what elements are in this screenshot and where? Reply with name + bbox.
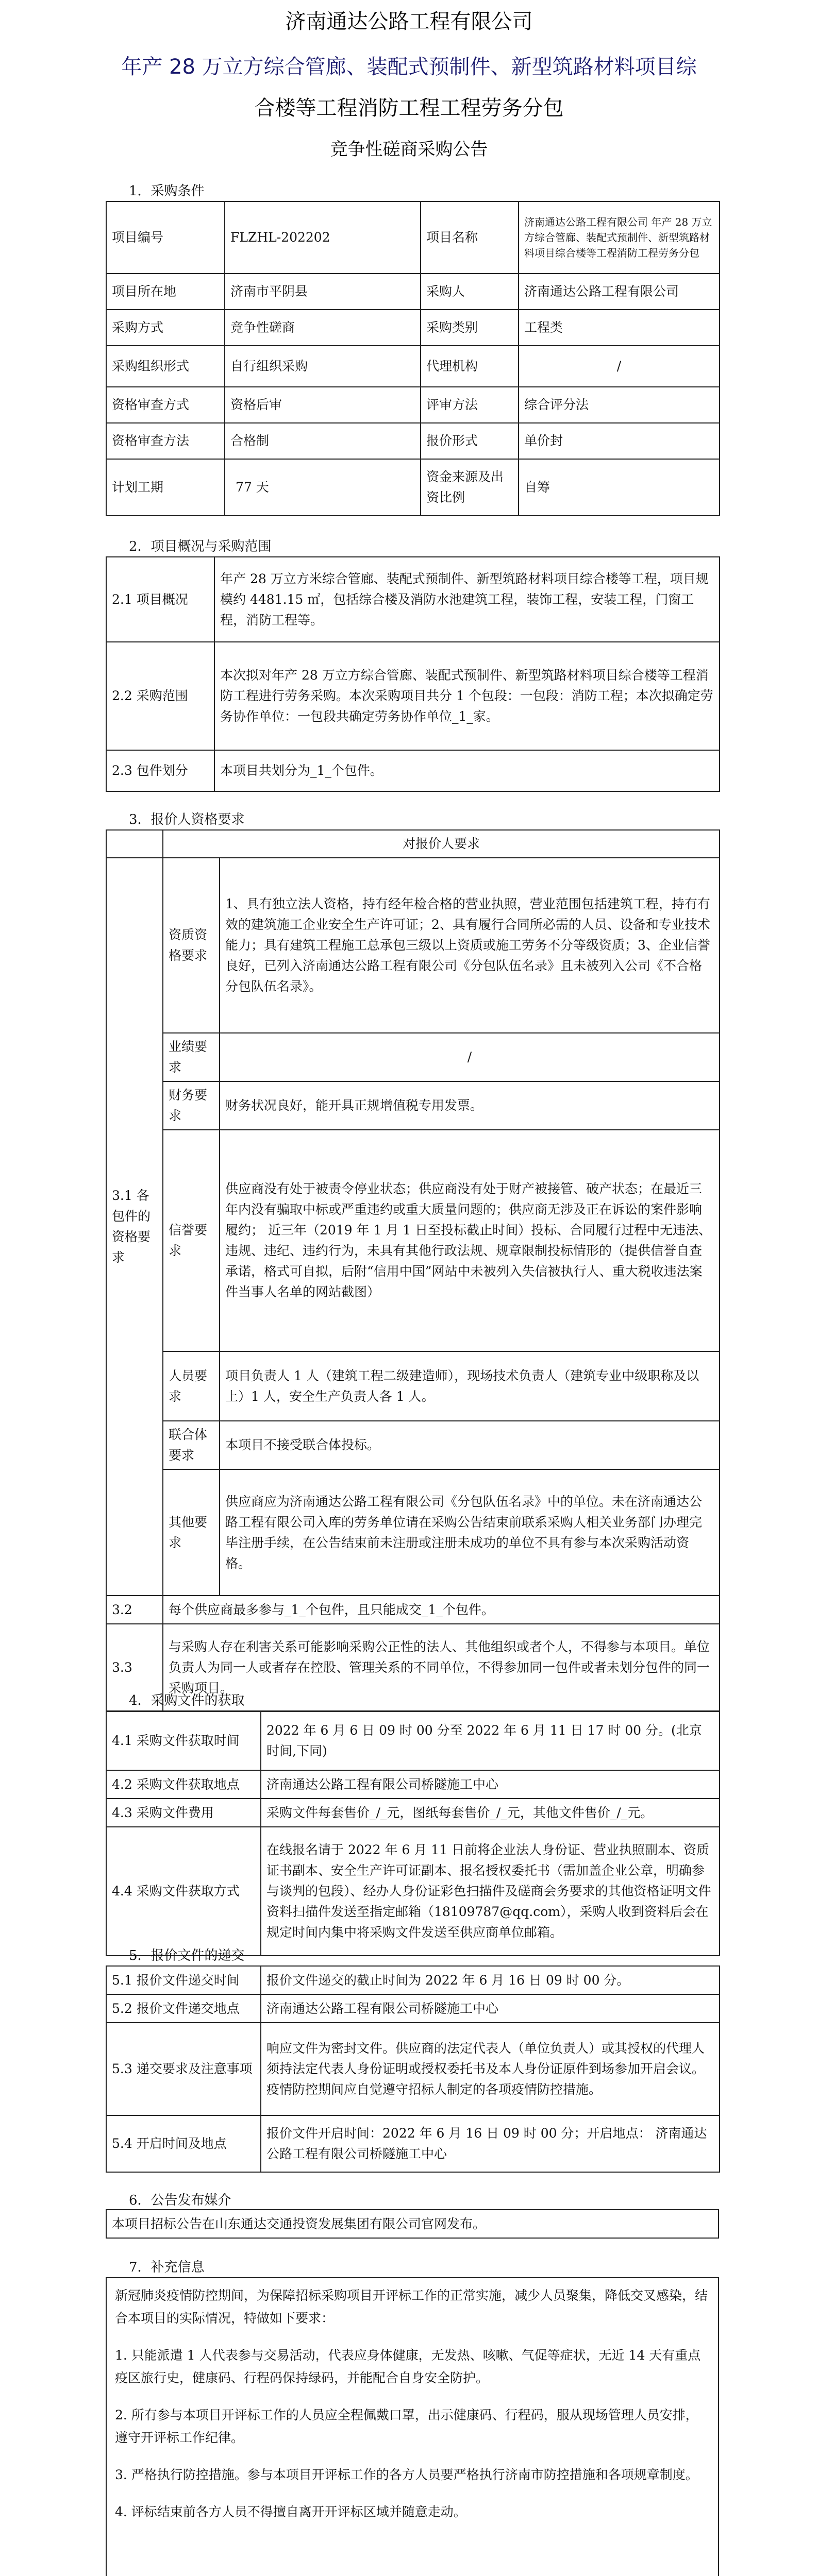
- cell: 响应文件为密封文件。供应商的法定代表人（单位负责人）或其授权的代理人须持法定代表人身份证明或授权委托书及本人身份证原件到场参加开启会议。疫情防控期间应自觉遵守招标人制定的各项疫情防控措施。: [261, 2023, 720, 2115]
- cell: 济南通达公路工程有限公司: [519, 274, 720, 310]
- cell: 评审方法: [421, 387, 519, 423]
- table-row: [106, 1994, 720, 2023]
- paragraph: 1. 只能派遣 1 人代表参与交易活动，代表应身体健康，无发热、咳嗽、气促等症状，无近 14 天有重点疫区旅行史，健康码、行程码保持绿码，并能配合自身安全防护。: [115, 2348, 701, 2385]
- cell: 信誉要求: [163, 1130, 220, 1351]
- table-row: [106, 1596, 720, 1624]
- section-2-heading: 2．项目概况与采购范围: [129, 539, 272, 554]
- table-row: [106, 1351, 720, 1421]
- project-title-line-2: 合楼等工程消防工程工程劳务分包: [254, 96, 564, 120]
- cell: 5.2 报价文件递交地点: [106, 1994, 261, 2023]
- cell: 本项目招标公告在山东通达交通投资发展集团有限公司官网发布。: [106, 2210, 719, 2238]
- section-4-heading: 4．采购文件的获取: [129, 1693, 245, 1708]
- table-row: [106, 642, 720, 750]
- cell: 本项目不接受联合体投标。: [220, 1421, 720, 1469]
- section-6-heading: 6．公告发布媒介: [129, 2193, 231, 2208]
- cell: 5.3 递交要求及注意事项: [106, 2023, 261, 2115]
- table-row: [106, 2210, 719, 2238]
- cell: 业绩要求: [163, 1033, 220, 1081]
- company-header: 济南通达公路工程有限公司: [285, 10, 533, 33]
- cell: 计划工期: [106, 459, 225, 516]
- cell: 竞争性磋商: [225, 310, 421, 346]
- cell: 2.2 采购范围: [106, 642, 214, 750]
- cell: 报价形式: [421, 423, 519, 459]
- project-overview-table: [106, 556, 720, 792]
- cell: 资格审查方法: [106, 423, 225, 459]
- cell: 供应商没有处于被责令停业状态；供应商没有处于财产被接管、破产状态；在最近三年内没有骗取中标或严重违约或重大质量问题的；供应商无涉及正在诉讼的案件影响履约； 近三年（2019 年 1 月 1 日至投标截止时间）投标、合同履行过程中无违法、违规、违纪、违约行为，未具有其他行政法规、规章限制投标情形的（提供信誉自查承诺，格式可自拟，后附“信用中国”网站中未被列入失信被执行人、重大税收违法案件当事人名单的网站截图）: [220, 1130, 720, 1351]
- cell: 报价文件开启时间：2022 年 6 月 16 日 09 时 00 分；开启地点： 济南通达公路工程有限公司桥隧施工中心: [261, 2115, 720, 2172]
- doc-submission-table: [106, 1965, 720, 2173]
- table-row: [106, 830, 720, 858]
- table-row: [106, 858, 720, 1033]
- cell: 报价文件递交的截止时间为 2022 年 6 月 16 日 09 时 00 分。: [261, 1966, 720, 1994]
- paragraph: 3. 严格执行防控措施。参与本项目开评标工作的各方人员要严格执行济南市防控措施和各项规章制度。: [115, 2467, 698, 2482]
- cell: 项目所在地: [106, 274, 225, 310]
- project-title-line-1: 年产 28 万立方综合管廊、装配式预制件、新型筑路材料项目综: [121, 55, 697, 79]
- table-row: [106, 1469, 720, 1596]
- purchase-conditions-table: [106, 201, 720, 516]
- section-7-heading: 7．补充信息: [129, 2260, 205, 2275]
- publication-table: [106, 2209, 719, 2239]
- table-row: [106, 1966, 720, 1994]
- cell: 2022 年 6 月 6 日 09 时 00 分至 2022 年 6 月 11 日 17 时 00 分。(北京时间,下同): [261, 1711, 720, 1770]
- cell: 济南市平阴县: [225, 274, 421, 310]
- table-row: [106, 1421, 720, 1469]
- cell: 单价封: [519, 423, 720, 459]
- cell: 联合体要求: [163, 1421, 220, 1469]
- cell: 综合评分法: [519, 387, 720, 423]
- cell: /: [220, 1033, 720, 1081]
- paragraph: 4. 评标结束前各方人员不得擅自离开开评标区域并随意走动。: [115, 2504, 466, 2519]
- table-row: [106, 1033, 720, 1081]
- paragraph: 新冠肺炎疫情防控期间，为保障招标采购项目开评标工作的正常实施，减少人员聚集，降低交叉感染，结合本项目的实际情况，特做如下要求：: [115, 2288, 708, 2326]
- table-row: [106, 1827, 720, 1956]
- cell: 本项目共划分为_1_个包件。: [214, 750, 720, 791]
- cell: 济南通达公路工程有限公司桥隧施工中心: [261, 1770, 720, 1799]
- table-row: [106, 1081, 720, 1130]
- table-row: [106, 2023, 720, 2115]
- cell: 采购方式: [106, 310, 225, 346]
- table-row: [106, 274, 720, 310]
- cell: 与采购人存在利害关系可能影响采购公正性的法人、其他组织或者个人，不得参与本项目。单位负责人为同一人或者存在控股、管理关系的不同单位，不得参加同一包件或者未划分包件的同一采购项目。: [163, 1624, 720, 1711]
- cell: 财务状况良好，能开具正规增值税专用发票。: [220, 1081, 720, 1130]
- table-row: [106, 1711, 720, 1770]
- group-label: 3.1 各包件的资格要求: [106, 858, 163, 1596]
- cell: 财务要求: [163, 1081, 220, 1130]
- cell: 在线报名请于 2022 年 6 月 11 日前将企业法人身份证、营业执照副本、资质证书副本、安全生产许可证副本、报名授权委托书（需加盖企业公章，明确参与谈判的包段）、经办人身份证彩色扫描件及磋商会务要求的其他资格证明文件资料扫描件发送至指定邮箱（18109787@qq.com），采购人收到资料后会在规定时间内集中将采购文件发送至供应商单位邮箱。: [261, 1827, 720, 1956]
- cell: 4.2 采购文件获取地点: [106, 1770, 261, 1799]
- doc-acquisition-table: [106, 1710, 720, 1956]
- table-row: [106, 1799, 720, 1827]
- table-row: [106, 387, 720, 423]
- cell: FLZHL-202202: [225, 201, 421, 274]
- cell: 1、具有独立法人资格，持有经年检合格的营业执照，营业范围包括建筑工程，持有有效的建筑施工企业安全生产许可证；2、具有履行合同所必需的人员、设备和专业技术能力；具有建筑工程施工总承包三级以上资质或施工劳务不分等级资质；3、企业信誉良好，已列入济南通达公路工程有限公司《分包队伍名录》且未被列入公司《不合格分包队伍名录》。: [220, 858, 720, 1033]
- table-row: [106, 310, 720, 346]
- cell: 工程类: [519, 310, 720, 346]
- cell: 采购组织形式: [106, 346, 225, 387]
- cell: 济南通达公路工程有限公司桥隧施工中心: [261, 1994, 720, 2023]
- cell: 合格制: [225, 423, 421, 459]
- cell: 2.3 包件划分: [106, 750, 214, 791]
- table-row: [106, 459, 720, 516]
- cell: 本次拟对年产 28 万立方综合管廊、装配式预制件、新型筑路材料项目综合楼等工程消防工程进行劳务采购。本次采购项目共分 1 个包段：一包段：消防工程；本次拟确定劳务协作单位：一包段共确定劳务协作单位_1_家。: [214, 642, 720, 750]
- table-row: [106, 1770, 720, 1799]
- cell: 代理机构: [421, 346, 519, 387]
- cell: 供应商应为济南通达公路工程有限公司《分包队伍名录》中的单位。未在济南通达公路工程有限公司入库的劳务单位请在采购公告结束前联系采购人相关业务部门办理完毕注册手续，在公告结束前未注册或注册未成功的单位不具有参与本次采购活动资格。: [220, 1469, 720, 1596]
- table-row: [106, 423, 720, 459]
- cell: 2.1 项目概况: [106, 557, 214, 642]
- table-row: [106, 201, 720, 274]
- cell: 对报价人要求: [163, 830, 720, 858]
- section-1-heading: 1．采购条件: [129, 183, 205, 199]
- cell: 年产 28 万立方米综合管廊、装配式预制件、新型筑路材料项目综合楼等工程，项目规模约 4481.15 ㎡，包括综合楼及消防水池建筑工程，装饰工程，安装工程，门窗工程，消防工程等。: [214, 557, 720, 642]
- cell: 3.3: [106, 1624, 163, 1711]
- cell: 其他要求: [163, 1469, 220, 1596]
- cell: /: [519, 346, 720, 387]
- table-row: [106, 2115, 720, 2172]
- supplementary-info-box: [106, 2277, 719, 2576]
- cell: [106, 830, 163, 858]
- cell: 采购人: [421, 274, 519, 310]
- cell: 3.2: [106, 1596, 163, 1624]
- cell: 自筹: [519, 459, 720, 516]
- cell: 资质资格要求: [163, 858, 220, 1033]
- cell: 人员要求: [163, 1351, 220, 1421]
- cell: 资格审查方式: [106, 387, 225, 423]
- cell: 项目名称: [421, 201, 519, 274]
- section-5-heading: 5．报价文件的递交: [129, 1948, 245, 1963]
- section-3-heading: 3．报价人资格要求: [129, 812, 245, 827]
- cell: 采购文件每套售价_/_元，图纸每套售价_/_元，其他文件售价_/_元。: [261, 1799, 720, 1827]
- cell: 4.4 采购文件获取方式: [106, 1827, 261, 1956]
- table-row: [106, 750, 720, 791]
- cell: 自行组织采购: [225, 346, 421, 387]
- table-row: [106, 557, 720, 642]
- paragraph: 2. 所有参与本项目开评标工作的人员应全程佩戴口罩，出示健康码、行程码，服从现场管理人员安排，遵守开评标工作纪律。: [115, 2408, 698, 2445]
- cell: 5.4 开启时间及地点: [106, 2115, 261, 2172]
- table-row: [106, 1130, 720, 1351]
- cell: 采购类别: [421, 310, 519, 346]
- cell: 项目编号: [106, 201, 225, 274]
- cell: 5.1 报价文件递交时间: [106, 1966, 261, 1994]
- qualification-table: [106, 829, 720, 1712]
- cell: 每个供应商最多参与_1_个包件，且只能成交_1_个包件。: [163, 1596, 720, 1624]
- table-row: [106, 346, 720, 387]
- cell: 资金来源及出资比例: [421, 459, 519, 516]
- cell: 项目负责人 1 人（建筑工程二级建造师），现场技术负责人（建筑专业中级职称及以上）1 人，安全生产负责人各 1 人。: [220, 1351, 720, 1421]
- cell: 4.1 采购文件获取时间: [106, 1711, 261, 1770]
- cell: 77 天: [225, 459, 421, 516]
- cell: 4.3 采购文件费用: [106, 1799, 261, 1827]
- cell: 资格后审: [225, 387, 421, 423]
- cell: 济南通达公路工程有限公司 年产 28 万立方综合管廊、装配式预制件、新型筑路材料项目综合楼等工程消防工程劳务分包: [519, 201, 720, 274]
- doc-title: 竞争性磋商采购公告: [330, 139, 488, 160]
